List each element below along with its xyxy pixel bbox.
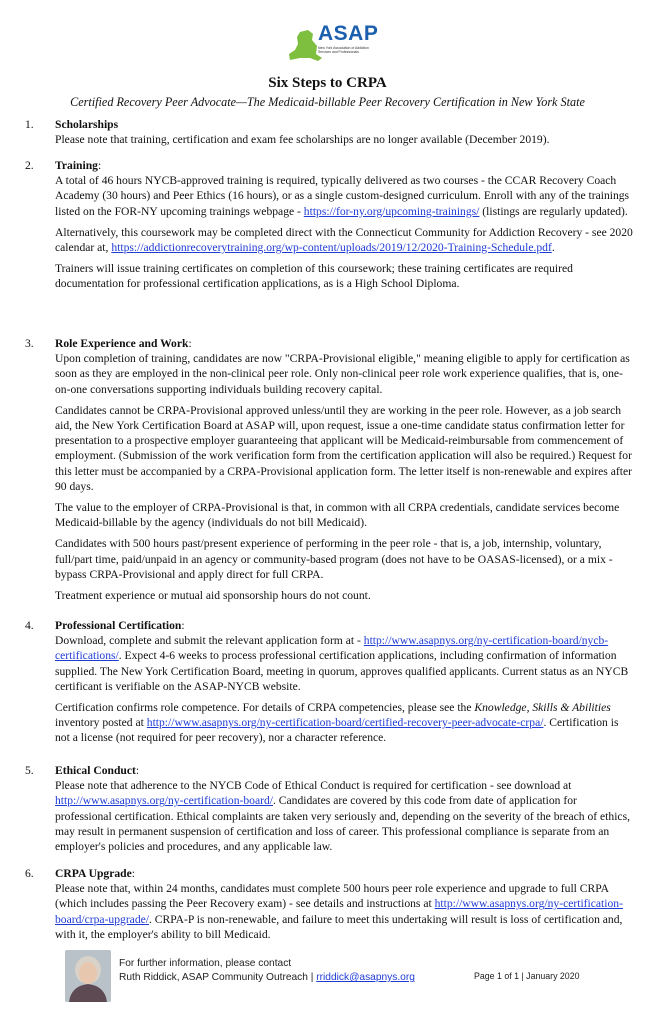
- for-ny-trainings-link[interactable]: https://for-ny.org/upcoming-trainings/: [303, 204, 480, 218]
- text: A total of 46 hours NYCB-approved training is required, typically delivered as two courses - the CCAR Recovery Coach Academy (30 hours) and Peer Ethics (16 hours), or as a single custom-designed curriculum. Enroll with any of the trainings listed on the FOR-NY upcoming trainings webpage -: [55, 174, 630, 218]
- paragraph: [55, 700, 636, 746]
- footer-line-1: For further information, please contact: [119, 958, 292, 969]
- section-ethical-conduct: [16, 763, 636, 860]
- crpa-upgrade-link[interactable]: http://www.asapnys.org/ny-certification-board/crpa-upgrade/: [55, 897, 623, 926]
- section-heading: Role Experience and Work: [55, 337, 189, 350]
- heading-colon: :: [97, 159, 102, 172]
- text: . Certification is not a license (not required for peer recovery), nor a character reference.: [55, 716, 619, 745]
- emphasis: Knowledge, Skills & Abilities: [474, 701, 611, 715]
- asap-logo: [286, 22, 379, 72]
- section-heading: Professional Certification: [55, 619, 182, 632]
- paragraph: The value to the employer of CRPA-Provisional is that, in common with all CRPA credentials, candidate services become Medicaid-billable by the agency (individuals do not bill Medicaid).: [55, 501, 620, 530]
- heading-colon: :: [188, 337, 192, 350]
- text: inventory posted at: [55, 716, 147, 730]
- paragraph: Trainers will issue training certificates on completion of this coursework; these training certificates are required documentation for professional certification applications, as is a High School Diploma.: [55, 262, 573, 291]
- footer-contact: [119, 957, 415, 985]
- paragraph: Upon completion of training, candidates are now "CRPA-Provisional eligible," meaning eligible to apply for certification as soon as they are employed in the non-clinical peer role. Only non-clinical peer role work experience qualifies, that is, one-on-one conversations supporting individuals building recovery capital.: [55, 352, 630, 396]
- section-crpa-upgrade: [16, 866, 636, 948]
- logo-wordmark: ASAP: [318, 22, 379, 45]
- heading-colon: :: [181, 619, 185, 632]
- text: . CRPA-P is non-renewable, and failure to meet this undertaking will result is loss of certification and, with it, the employer's ability to bill Medicaid.: [55, 912, 623, 941]
- text: . Expect 4-6 weeks to process professional certification applications, including confirmation of information supplied. The New York Certification Board, meeting in quorum, approves qualified applicants. Current status as an NYCB certificant is verifiable on the ASAP-NYCB website.: [55, 649, 629, 693]
- heading-colon: :: [131, 867, 135, 880]
- text: . Candidates are covered by this code from date of application for professional certification. Ethical complaints are taken very seriously and, depending on the severity of the breach of ethics, may result in permanent suspension of certification and loss of career. This professional compliance is separate from an employer's policies and procedures, and any applicable law.: [55, 794, 630, 854]
- footer-line-2: [119, 971, 415, 985]
- text: Alternatively, this coursework may be completed direct with the Connecticut Community for Addiction Recovery - see 2020 calendar at,: [55, 225, 633, 255]
- section-number: 4.: [25, 619, 34, 632]
- section-role-experience: [16, 336, 636, 609]
- paragraph: Please note that training, certification and exam fee scholarships are no longer available (December 2019).: [55, 133, 550, 147]
- section-number: 2.: [25, 159, 34, 172]
- paragraph: [55, 633, 636, 694]
- section-training: [16, 158, 636, 298]
- section-heading: Ethical Conduct: [55, 764, 136, 777]
- text: Please note that adherence to the NYCB Code of Ethical Conduct is required for certification - see download at: [55, 779, 572, 793]
- person-portrait-icon: [65, 950, 111, 1002]
- paragraph: [55, 881, 636, 942]
- text: Download, complete and submit the relevant application form at -: [55, 634, 364, 648]
- contact-email-link[interactable]: rriddick@asapnys.org: [316, 972, 415, 983]
- text: Please note that, within 24 months, candidates must complete 500 hours peer role experience and upgrade to full CRPA (which includes passing the Peer Recovery exam) - see details and instructions at: [55, 882, 609, 911]
- nycb-code-link[interactable]: http://www.asapnys.org/ny-certification-board/: [55, 794, 273, 808]
- section-number: 3.: [25, 337, 34, 350]
- logo-tagline: New York Association of Addiction Services and Professionals: [318, 46, 369, 54]
- paragraph: [55, 225, 636, 255]
- contact-photo: [65, 950, 111, 1002]
- crpa-competencies-link[interactable]: http://www.asapnys.org/ny-certification-board/certified-recovery-peer-advocate-crpa/: [146, 716, 544, 730]
- section-heading: Training: [55, 159, 98, 172]
- paragraph: [55, 173, 636, 219]
- nycb-certifications-link[interactable]: http://www.asapnys.org/ny-certification-board/nycb-certifications/: [55, 634, 609, 663]
- page-title: Six Steps to CRPA: [268, 75, 387, 91]
- page-subtitle: Certified Recovery Peer Advocate—The Medicaid-billable Peer Recovery Certification in New York State: [70, 95, 585, 109]
- section-scholarships: [16, 117, 636, 153]
- section-heading: CRPA Upgrade: [55, 867, 132, 880]
- paragraph: Treatment experience or mutual aid sponsorship hours do not count.: [55, 589, 371, 603]
- paragraph: Candidates with 500 hours past/present experience of performing in the peer role - that is, a job, internship, voluntary, full/part time, paid/unpaid in an agency or community-based program (does not have to be OASAS-licensed), or a mix - bypass CRPA-Provisional and apply direct for full CRPA.: [55, 537, 613, 581]
- text: .: [551, 241, 555, 255]
- section-number: 1.: [25, 118, 34, 131]
- training-schedule-link[interactable]: https://addictionrecoverytraining.org/wp-content/uploads/2019/12/2020-Training-Schedule.pdf: [111, 241, 552, 255]
- paragraph: Candidates cannot be CRPA-Provisional approved unless/until they are working in the peer role. However, as a job search aid, the New York Certification Board at ASAP will, upon request, issue a one-time candidate status confirmation letter for presentation to a prospective employer guaranteeing that applicant will be Medicaid-reimbursable from commencement of employment. (Submission of the work verification form from the certification application will also be required.) Request for this letter must be accompanied by a CRPA-Provisional application form. The letter itself is non-renewable and expires after 90 days.: [55, 403, 632, 493]
- section-number: 5.: [25, 764, 34, 777]
- section-number: 6.: [25, 867, 34, 880]
- section-professional-certification: [16, 618, 636, 752]
- heading-colon: :: [135, 764, 140, 777]
- paragraph: [55, 778, 636, 854]
- page-number: Page 1 of 1 | January 2020: [474, 971, 580, 981]
- text: Certification confirms role competence. For details of CRPA competencies, please see the: [55, 701, 475, 715]
- contact-name: Ruth Riddick, ASAP Community Outreach |: [119, 972, 317, 983]
- text: (listings are regularly updated).: [479, 204, 628, 218]
- section-heading: Scholarships: [55, 118, 119, 131]
